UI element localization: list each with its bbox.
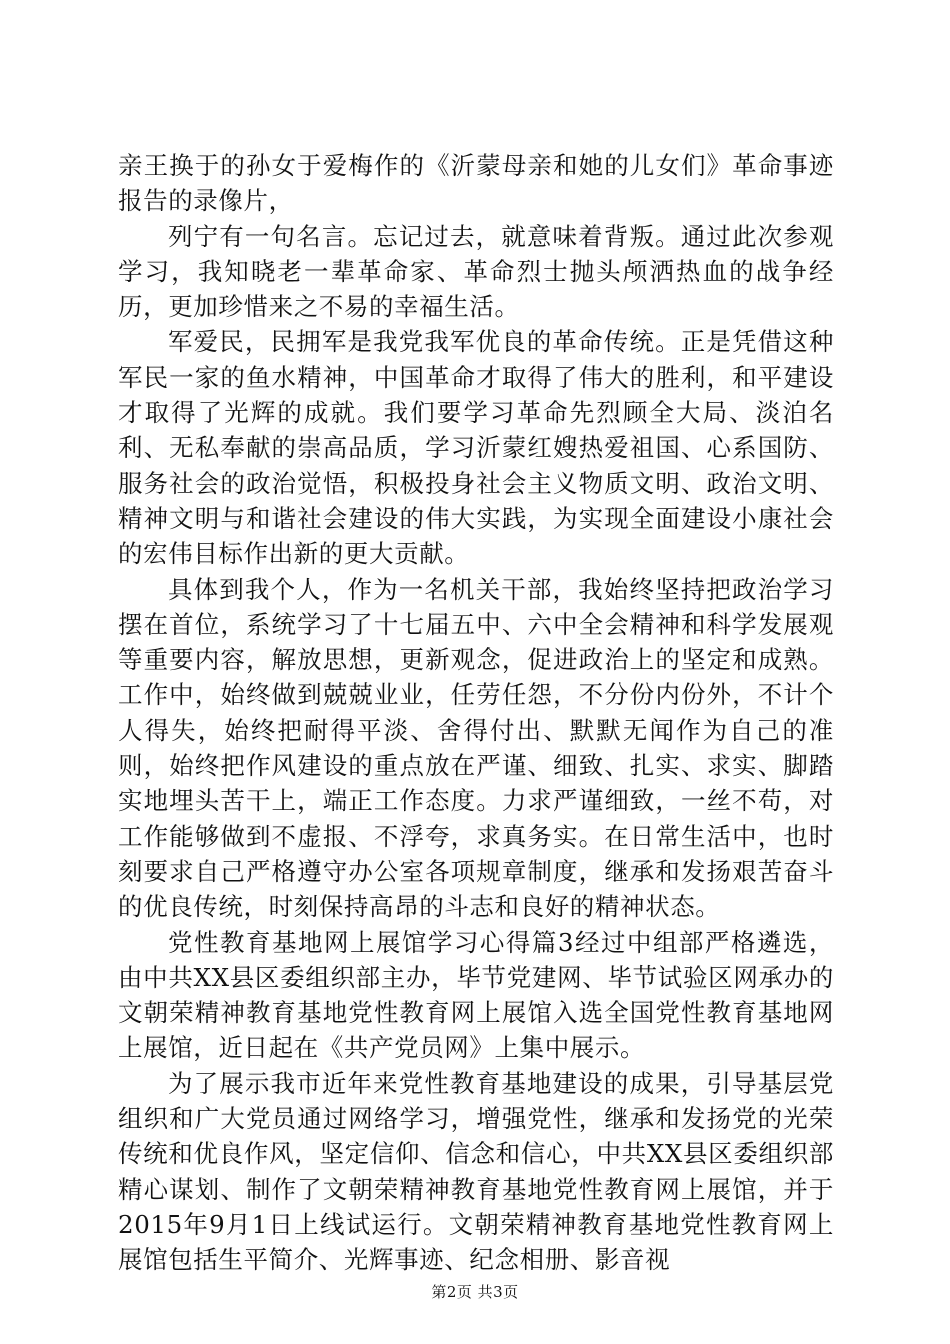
paragraph-army-people: 军爱民，民拥军是我党我军优良的革命传统。正是凭借这种军民一家的鱼水精神，中国革命才取得了伟大的胜利，和平建设才取得了光辉的成就。我们要学习革命先烈顾全大局、淡泊名利、无私奉献的崇高品质，学习沂蒙红嫂热爱祖国、心系国防、服务社会的政治觉悟，积极投身社会主义物质文明、政治文明、精神文明与和谐社会建设的伟大实践，为实现全面建设小康社会的宏伟目标作出新的更大贡献。 bbox=[118, 327, 834, 569]
page-footer bbox=[0, 1283, 950, 1301]
paragraph-lenin-quote: 列宁有一句名言。忘记过去，就意味着背叛。通过此次参观学习，我知晓老一辈革命家、革命烈士抛头颅洒热血的战争经历，更加珍惜来之不易的幸福生活。 bbox=[118, 221, 834, 322]
paragraph-showcase: 为了展示我市近年来党性教育基地建设的成果，引导基层党组织和广大党员通过网络学习，增强党性，继承和发扬党的光荣传统和优良作风，坚定信仰、信念和信心，中共XX县区委组织部精心谋划、制作了文朝荣精神教育基地党性教育网上展馆，并于2015年9月1日上线试运行。文朝荣精神教育基地党性教育网上展馆包括生平简介、光辉事迹、纪念相册、影音视 bbox=[118, 1068, 834, 1275]
paragraph-online-exhibition: 党性教育基地网上展馆学习心得篇3经过中组部严格遴选，由中共XX县区委组织部主办，毕节党建网、毕节试验区网承办的文朝荣精神教育基地党性教育网上展馆入选全国党性教育基地网上展馆，近日起在《共产党员网》上集中展示。 bbox=[118, 927, 834, 1063]
page-number: 第2页 共3页 bbox=[431, 1283, 519, 1301]
document-body bbox=[118, 148, 834, 1278]
paragraph-personal: 具体到我个人，作为一名机关干部，我始终坚持把政治学习摆在首位，系统学习了十七届五中、六中全会精神和科学发展观等重要内容，解放思想，更新观念，促进政治上的坚定和成熟。工作中，始终做到兢兢业业，任劳任怨，不分份内份外，不计个人得失，始终把耐得平淡、舍得付出、默默无闻作为自己的准则，始终把作风建设的重点放在严谨、细致、扎实、求实、脚踏实地埋头苦干上，端正工作态度。力求严谨细致，一丝不苟，对工作能够做到不虚报、不浮夸，求真务实。在日常生活中，也时刻要求自己严格遵守办公室各项规章制度，继承和发扬艰苦奋斗的优良传统，时刻保持高昂的斗志和良好的精神状态。 bbox=[118, 574, 834, 922]
paragraph-continuation: 亲王换于的孙女于爱梅作的《沂蒙母亲和她的儿女们》革命事迹报告的录像片， bbox=[118, 151, 834, 216]
